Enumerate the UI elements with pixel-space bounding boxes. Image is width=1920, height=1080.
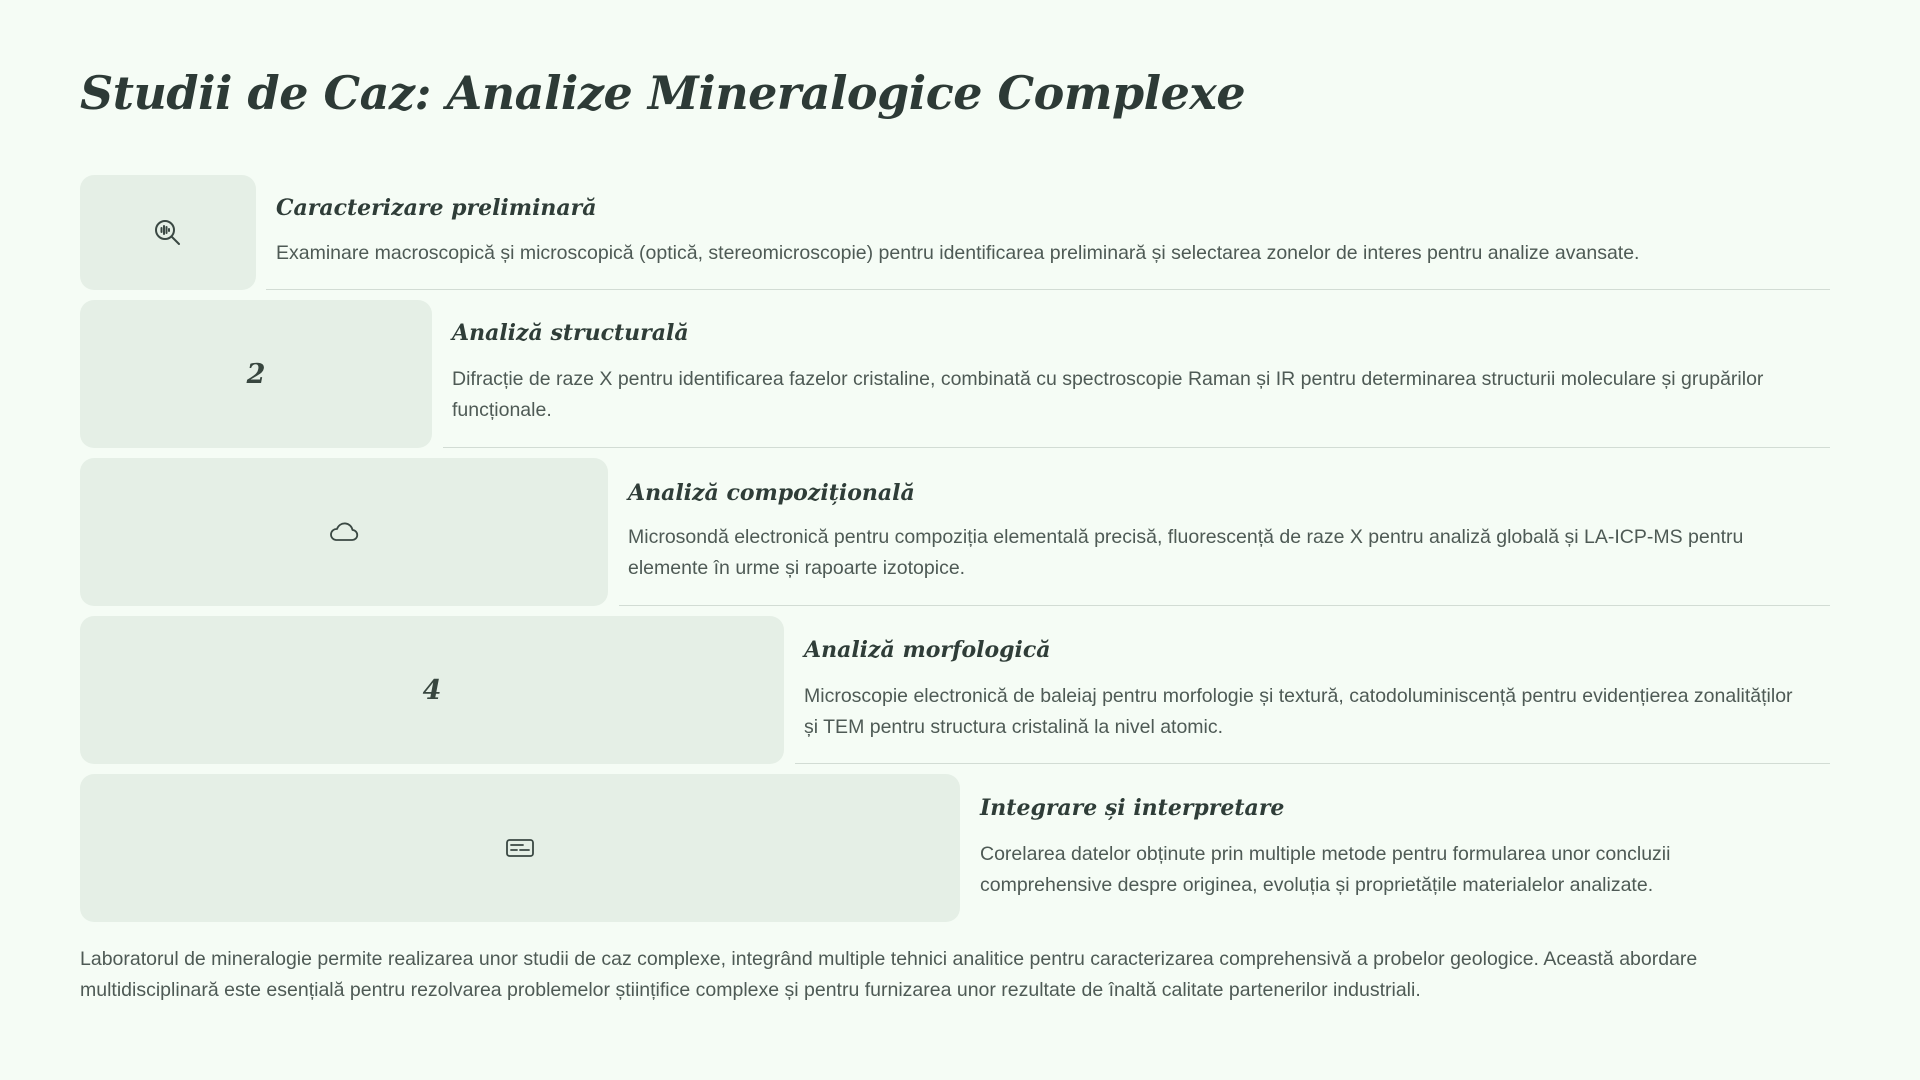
step-2-title: Analiză structurală: [452, 320, 689, 346]
step-5-title: Integrare și interpretare: [980, 795, 1285, 821]
step-3-content: [619, 458, 1830, 606]
step-4-title: Analiză morfologică: [804, 637, 1051, 663]
step-5-badge: [80, 774, 960, 922]
step-1-badge: [80, 175, 256, 290]
microscope-search-icon: [152, 217, 184, 249]
step-2-number: 2: [246, 358, 266, 390]
step-5-content: [971, 774, 1830, 922]
step-1-title: Caracterizare preliminară: [276, 195, 597, 221]
step-3-title: Analiză compozițională: [628, 480, 915, 506]
step-2: [80, 300, 1830, 448]
footer-paragraph: Laboratorul de mineralogie permite realizarea unor studii de caz complexe, integrând multiple tehnici analitice pentru caracterizarea comprehensivă a probelor geologice. Această abordare multidisciplinară este esențială pentru rezolvarea problemelor științifice complexe și pentru furnizarea unor rezultate de înaltă calitate partenerilor industriali.: [80, 948, 1698, 1001]
step-3: [80, 458, 1830, 606]
step-2-badge: [80, 300, 432, 448]
step-1-content: [266, 175, 1830, 290]
id-card-icon: [505, 837, 535, 859]
step-1-description: Examinare macroscopică și microscopică (optică, stereomicroscopie) pentru identificarea preliminară și selectarea zonelor de interes pentru analize avansate.: [276, 242, 1640, 264]
step-1: [80, 175, 1830, 290]
step-5-description: Corelarea datelor obținute prin multiple metode pentru formularea unor concluzii comprehensive despre originea, evoluția și proprietățile materialelor analizate.: [980, 843, 1671, 896]
step-2-description: Difracție de raze X pentru identificarea fazelor cristaline, combinată cu spectroscopie Raman și IR pentru determinarea structurii moleculare și grupărilor funcționale.: [452, 368, 1764, 421]
step-4: [80, 616, 1830, 764]
step-2-content: [443, 300, 1830, 448]
page-title: Studii de Caz: Analize Mineralogice Complexe: [80, 66, 1246, 120]
step-5: [80, 774, 1830, 922]
step-3-badge: [80, 458, 608, 606]
step-4-number: 4: [422, 674, 442, 706]
step-3-description: Microsondă electronică pentru compoziția elementală precisă, fluorescență de raze X pentru analiză globală și LA-ICP-MS pentru elemente în urme și rapoarte izotopice.: [628, 526, 1744, 579]
step-4-badge: [80, 616, 784, 764]
step-4-description: Microscopie electronică de baleiaj pentru morfologie și textură, catodoluminiscență pentru evidențierea zonalităților și TEM pentru structura cristalină la nivel atomic.: [804, 685, 1793, 738]
cloud-icon: [328, 520, 360, 544]
step-4-content: [795, 616, 1830, 764]
